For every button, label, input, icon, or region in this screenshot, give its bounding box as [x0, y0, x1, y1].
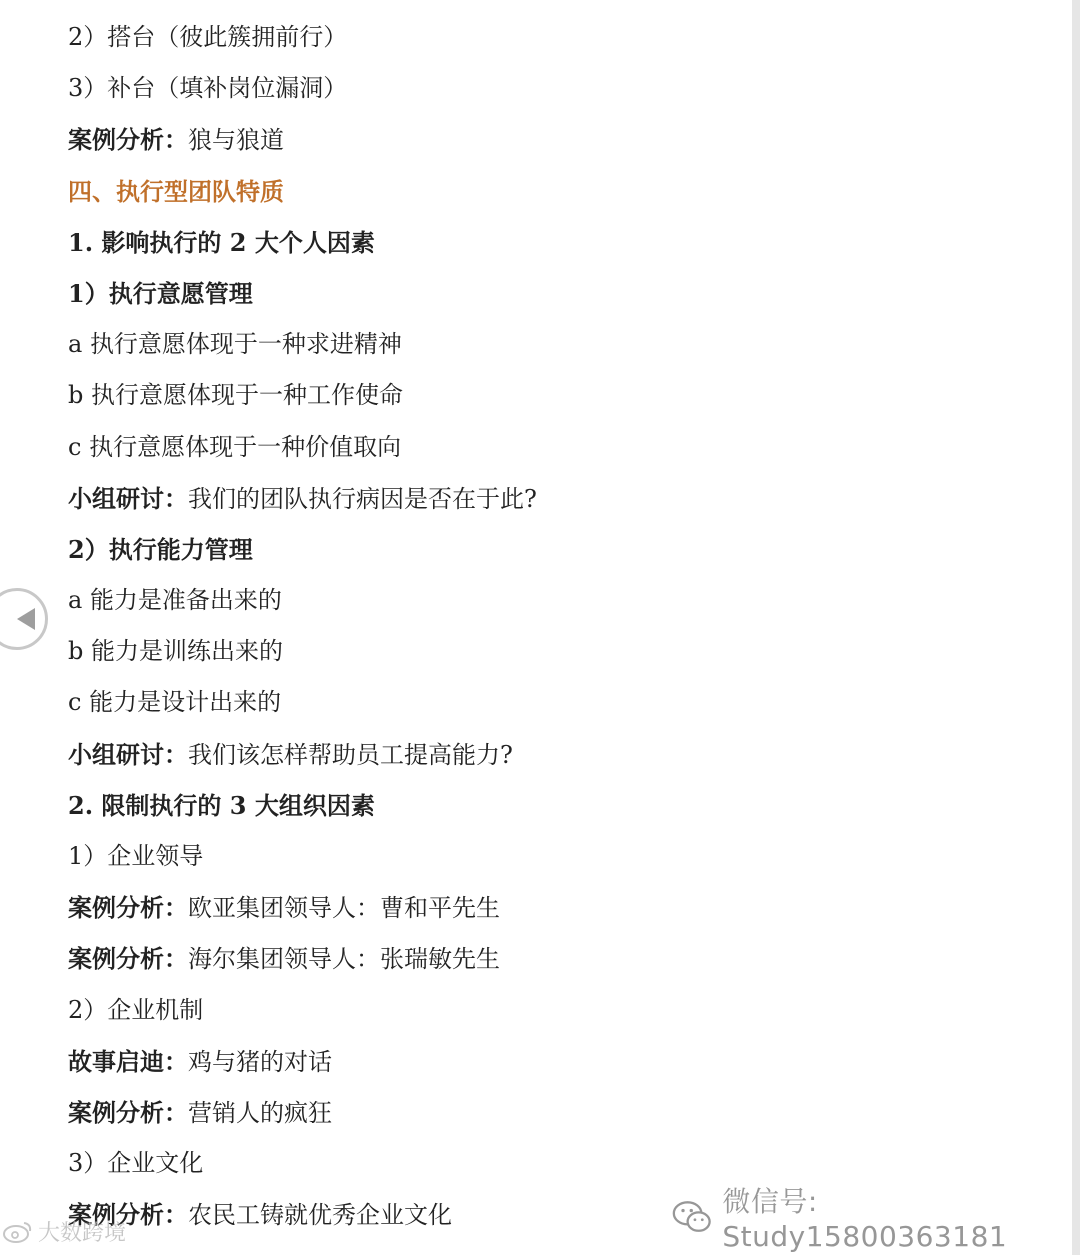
list-item-a: a 能力是准备出来的: [68, 586, 282, 615]
section-heading: 四、执行型团队特质: [68, 176, 284, 206]
subheading-personal-factors: 1. 影响执行的 2 大个人因素: [68, 227, 375, 257]
discussion-label: 小组研讨：: [68, 483, 188, 513]
story-line: 故事启迪：鸡与猪的对话: [68, 1046, 332, 1076]
case-label: 案例分析：: [68, 944, 188, 974]
case-label: 案例分析：: [68, 125, 188, 155]
story-label: 故事启迪：: [68, 1046, 188, 1076]
case-analysis-line: 案例分析：营销人的疯狂: [68, 1097, 332, 1127]
case-analysis-line: 案例分析：欧亚集团领导人：曹和平先生: [68, 893, 500, 923]
case-analysis-line: 案例分析：海尔集团领导人：张瑞敏先生: [68, 944, 500, 974]
list-item-c: c 执行意愿体现于一种价值取向: [68, 432, 402, 461]
chevron-left-icon: [15, 606, 37, 632]
weibo-icon: [2, 1220, 34, 1244]
wechat-id: 微信号: Study15800363181: [722, 1185, 1008, 1253]
corner-brand: 大数跨境: [38, 1221, 127, 1246]
subheading-org-factors: 2. 限制执行的 3 大组织因素: [68, 790, 375, 820]
subheading-ability: 2）执行能力管理: [68, 534, 253, 564]
list-item-culture: 3）企业文化: [68, 1149, 204, 1178]
prev-page-button[interactable]: [0, 588, 48, 650]
list-item-b: b 执行意愿体现于一种工作使命: [68, 381, 403, 410]
case-label: 案例分析：: [68, 1200, 188, 1230]
list-item-leadership: 1）企业领导: [68, 842, 204, 870]
document-body: [68, 12, 1048, 1241]
group-discussion-line: 小组研讨：我们该怎样帮助员工提高能力?: [68, 739, 513, 769]
list-item-butai: 3）补台（填补岗位漏洞）: [68, 74, 348, 103]
case-analysis-line: 案例分析：农民工铸就优秀企业文化: [68, 1200, 452, 1230]
list-item-c: c 能力是设计出来的: [68, 688, 282, 717]
case-label: 案例分析：: [68, 1097, 188, 1127]
case-label: 案例分析：: [68, 893, 188, 923]
subheading-willingness: 1）执行意愿管理: [68, 278, 253, 308]
wechat-icon: [672, 1199, 712, 1235]
wechat-watermark: [672, 1180, 1080, 1253]
discussion-label: 小组研讨：: [68, 739, 188, 769]
list-item-dagtai: 2）搭台（彼此簇拥前行）: [68, 23, 348, 51]
list-item-mechanism: 2）企业机制: [68, 995, 204, 1024]
scrollbar-track[interactable]: [1072, 0, 1080, 1255]
list-item-a: a 执行意愿体现于一种求进精神: [68, 330, 402, 359]
list-item-b: b 能力是训练出来的: [68, 637, 283, 666]
corner-watermark: [2, 1216, 126, 1247]
case-analysis-line: 案例分析：狼与狼道: [68, 125, 284, 155]
group-discussion-line: 小组研讨：我们的团队执行病因是否在于此?: [68, 483, 537, 513]
